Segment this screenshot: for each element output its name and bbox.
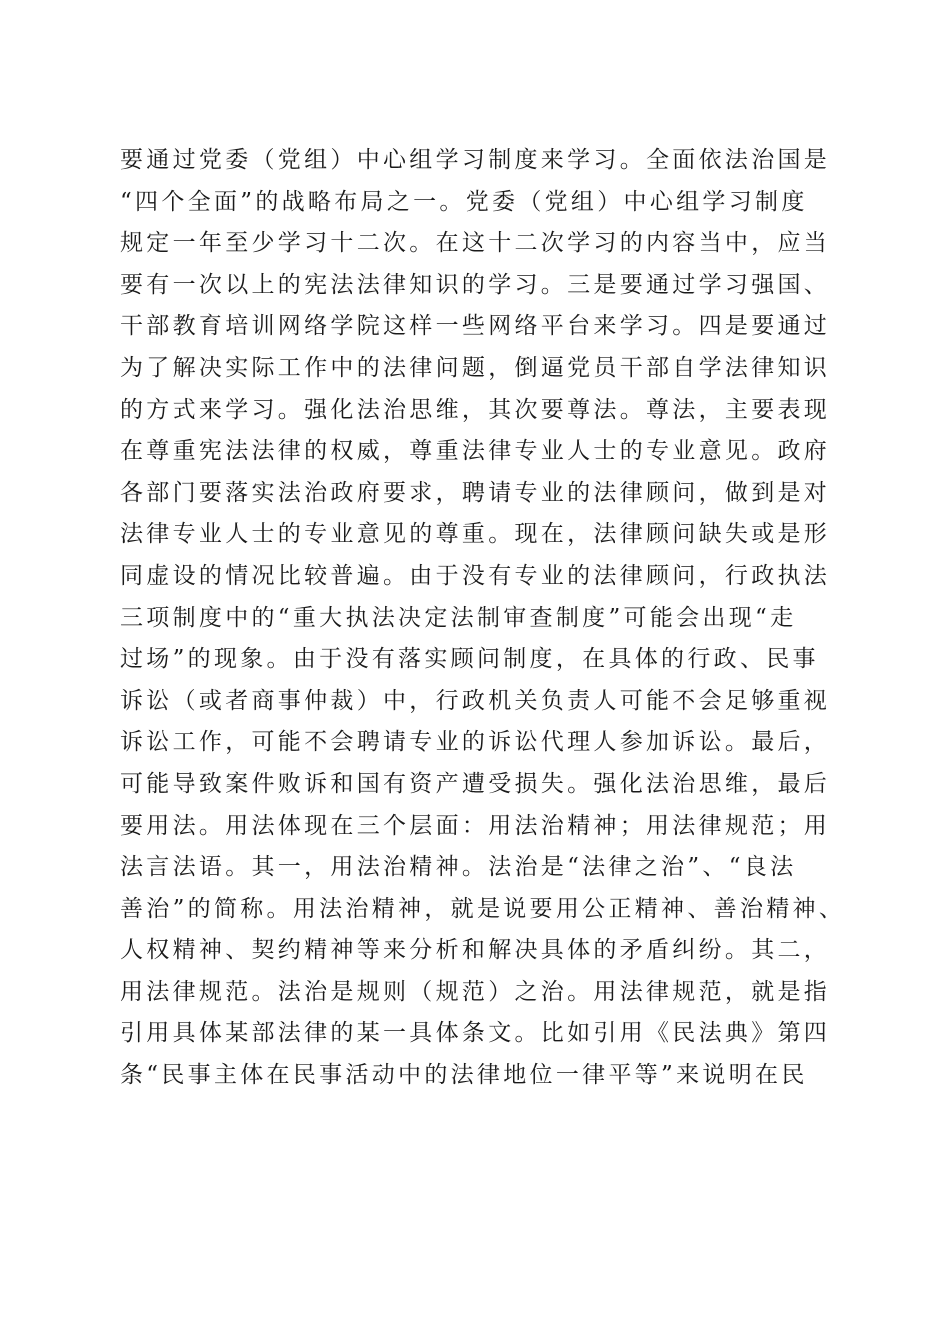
text-line: 各部门要落实法治政府要求，聘请专业的法律顾问，做到是对 xyxy=(120,479,831,506)
text-line: 善治”的简称。用法治精神，就是说要用公正精神、善治精神、 xyxy=(120,895,846,922)
text-line: 要有一次以上的宪法法律知识的学习。三是要通过学习强国、 xyxy=(120,271,831,298)
text-line: 规定一年至少学习十二次。在这十二次学习的内容当中，应当 xyxy=(120,230,831,257)
text-line: 诉讼（或者商事仲裁）中，行政机关负责人可能不会足够重视 xyxy=(120,687,831,714)
text-line: 要用法。用法体现在三个层面：用法治精神；用法律规范；用 xyxy=(120,812,831,839)
text-line: 过场”的现象。由于没有落实顾问制度，在具体的行政、民事 xyxy=(120,646,819,673)
text-line: 人权精神、契约精神等来分析和解决具体的矛盾纠纷。其二， xyxy=(120,937,831,964)
body-text xyxy=(120,140,846,1097)
text-line: 用法律规范。法治是规则（规范）之治。用法律规范，就是指 xyxy=(120,978,831,1005)
text-line: 要通过党委（党组）中心组学习制度来学习。全面依法治国是 xyxy=(120,147,831,173)
text-line: 诉讼工作，可能不会聘请专业的诉讼代理人参加诉讼。最后， xyxy=(120,729,831,756)
text-line: 为了解决实际工作中的法律问题，倒逼党员干部自学法律知识 xyxy=(120,354,831,381)
text-line: 条“民事主体在民事活动中的法律地位一律平等”来说明在民 xyxy=(120,1062,808,1089)
text-line: 法言法语。其一，用法治精神。法治是“法律之治”、“良法 xyxy=(120,854,797,881)
text-line: 的方式来学习。强化法治思维，其次要尊法。尊法，主要表现 xyxy=(120,396,831,423)
text-line: 可能导致案件败诉和国有资产遭受损失。强化法治思维，最后 xyxy=(120,770,831,797)
text-line: 引用具体某部法律的某一具体条文。比如引用《民法典》第四 xyxy=(120,1020,831,1047)
text-line: “四个全面”的战略布局之一。党委（党组）中心组学习制度 xyxy=(120,188,808,215)
text-line: 同虚设的情况比较普遍。由于没有专业的法律顾问，行政执法 xyxy=(120,562,831,589)
text-line: 在尊重宪法法律的权威，尊重法律专业人士的专业意见。政府 xyxy=(120,438,831,465)
text-line: 法律专业人士的专业意见的尊重。现在，法律顾问缺失或是形 xyxy=(120,521,831,548)
text-line: 三项制度中的“重大执法决定法制审查制度”可能会出现“走 xyxy=(120,604,797,631)
text-line: 干部教育培训网络学院这样一些网络平台来学习。四是要通过 xyxy=(120,313,831,340)
